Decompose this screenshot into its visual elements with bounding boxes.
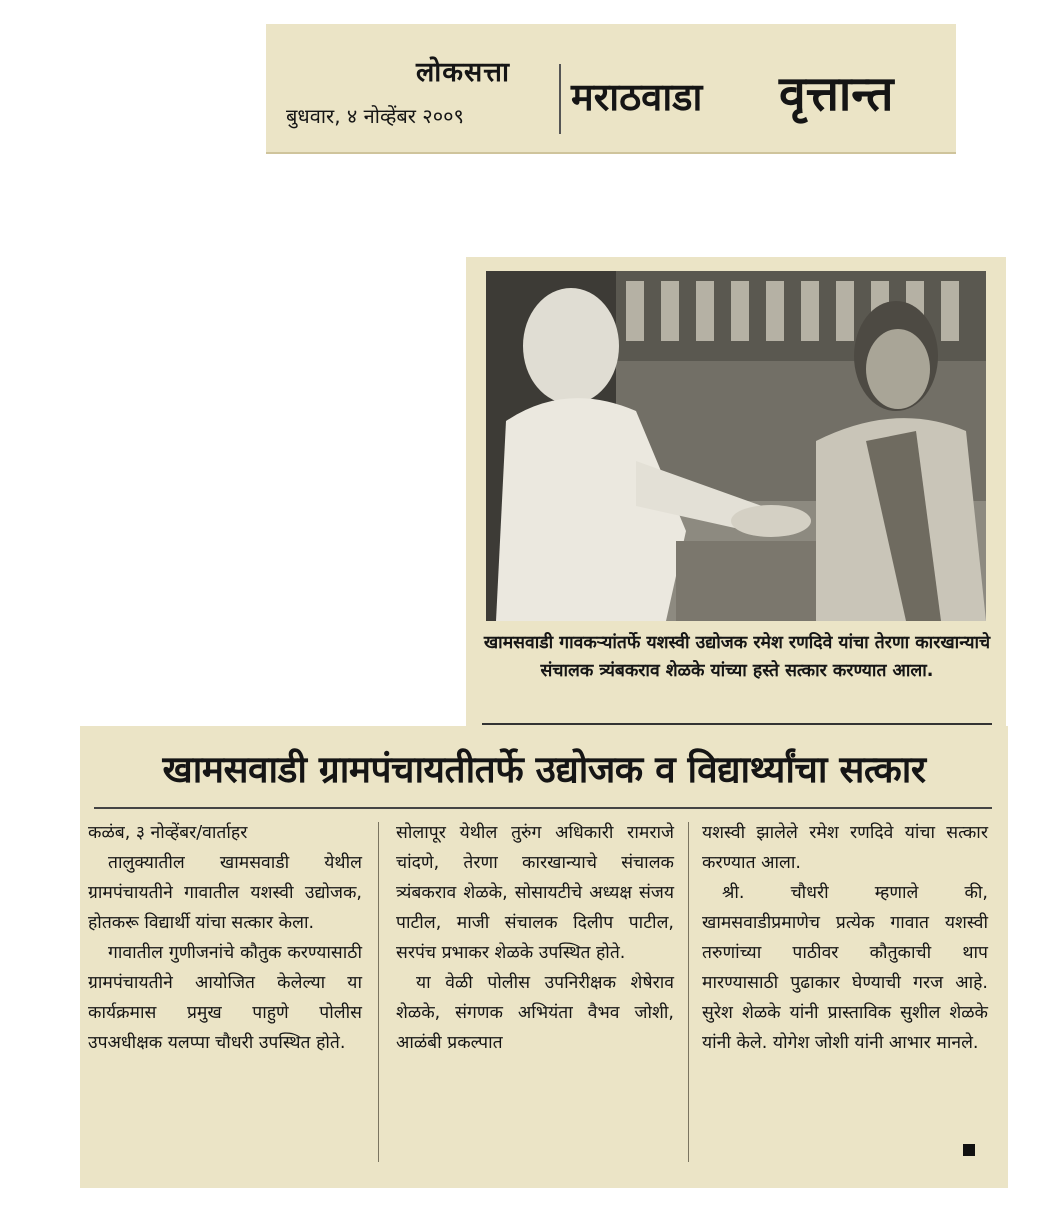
issue-date: बुधवार, ४ नोव्हेंबर २००९ (286, 104, 464, 128)
article-column-3 (702, 818, 988, 1058)
article-paragraph: या वेळी पोलीस उपनिरीक्षक शेषेराव शेळके, संगणक अभियंता वैभव जोशी, आळंबी प्रकल्पात (396, 973, 674, 1053)
end-of-article-mark (963, 1144, 975, 1156)
news-photo (486, 271, 986, 621)
section-name: मराठवाडा (571, 75, 703, 119)
photo-caption: खामसवाडी गावकऱ्यांतर्फे यशस्वी उद्योजक रमेश रणदिवे यांचा तेरणा कारखान्याचे संचालक त्र्यंबकराव शेळके यांच्या हस्ते सत्कार करण्यात आला. (483, 633, 991, 681)
article-dateline: कळंब, ३ नोव्हेंबर/वार्ताहर (88, 823, 248, 843)
headline-divider (94, 807, 992, 809)
article-paragraph: गावातील गुणीजनांचे कौतुक करण्यासाठी ग्रामपंचायतीने आयोजित केलेल्या या कार्यक्रमास प्रमुख पाहुणे पोलीस उपअधीक्षक यलप्पा चौधरी उपस्थित होते. (88, 943, 362, 1053)
article-paragraph: तालुक्यातील खामसवाडी येथील ग्रामपंचायतीने गावातील यशस्वी उद्योजक, होतकरू विद्यार्थी यांचा सत्कार केला. (88, 853, 362, 933)
article-paragraph: सोलापूर येथील तुरुंग अधिकारी रामराजे चांदणे, तेरणा कारखान्याचे संचालक त्र्यंबकराव शेळके, सोसायटीचे अध्यक्ष संजय पाटील, माजी संचालक दिलीप पाटील, सरपंच प्रभाकर शेळके उपस्थित होते. (396, 823, 674, 963)
masthead-clipping (266, 24, 956, 154)
newspaper-name: लोकसत्ता (416, 57, 510, 88)
article-clipping (80, 726, 1008, 1188)
article-column-1 (88, 818, 362, 1058)
masthead-divider (559, 64, 561, 134)
column-divider (378, 822, 379, 1162)
caption-divider (482, 723, 992, 725)
article-headline: खामसवाडी ग्रामपंचायतीतर्फे उद्योजक व विद्यार्थ्यांचा सत्कार (162, 748, 926, 791)
felicitation-photo-illustration (486, 271, 986, 621)
article-column-2 (396, 818, 674, 1058)
column-divider (688, 822, 689, 1162)
article-paragraph: श्री. चौधरी म्हणाले की, खामसवाडीप्रमाणेच प्रत्येक गावात यशस्वी तरुणांच्या पाठीवर कौतुकाची थाप मारण्यासाठी पुढाकार घेण्याची गरज आहे. सुरेश शेळके यांनी प्रास्ताविक सुशील शेळके यांनी केले. योगेश जोशी यांनी आभार मानले. (702, 883, 988, 1053)
section-title: वृत्तान्त (779, 66, 894, 122)
photo-clipping (466, 257, 1006, 727)
article-paragraph: यशस्वी झालेले रमेश रणदिवे यांचा सत्कार करण्यात आला. (702, 823, 988, 873)
